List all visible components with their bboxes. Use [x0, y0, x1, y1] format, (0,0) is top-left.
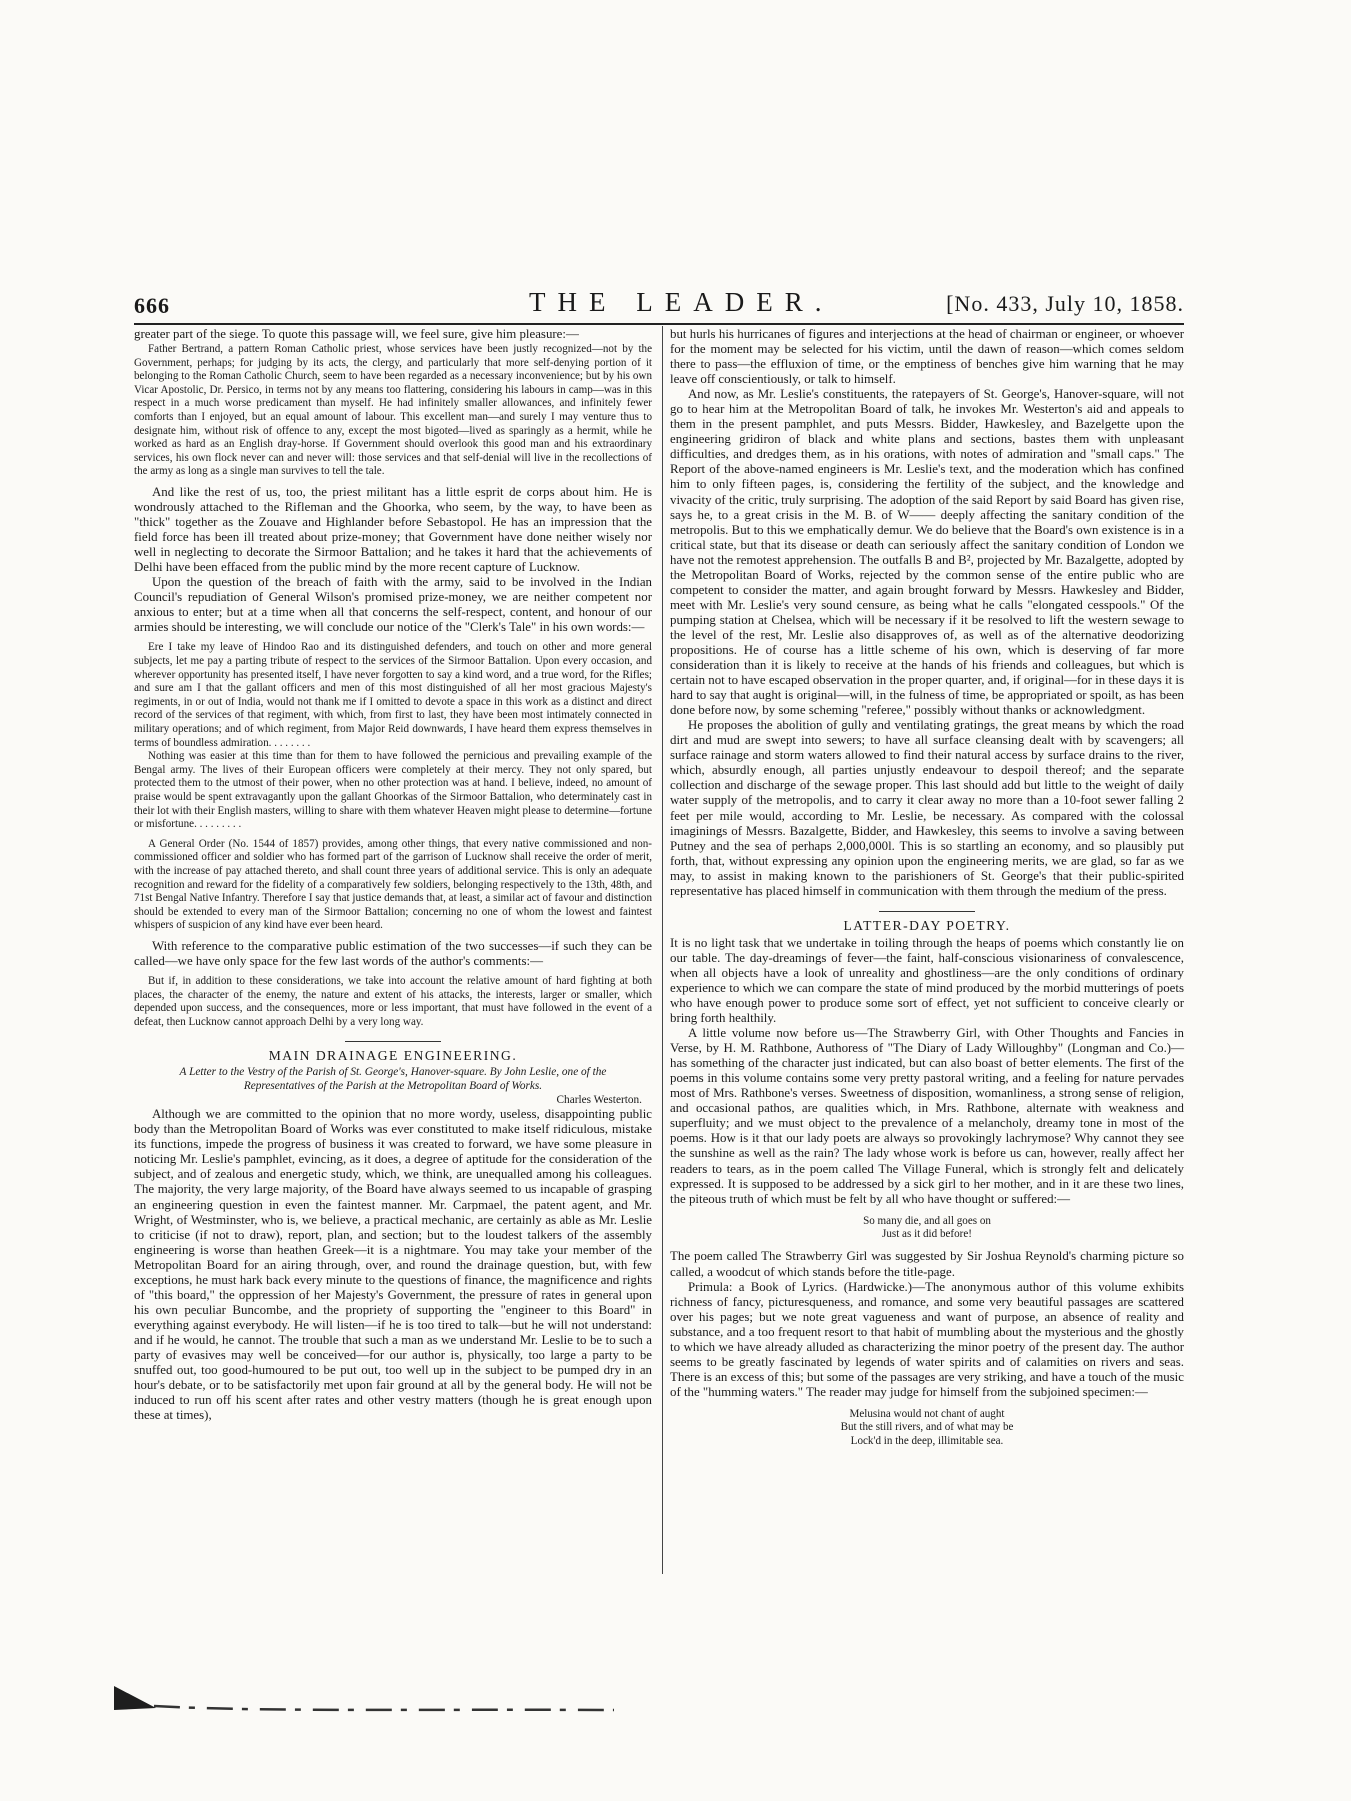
section-rule	[879, 911, 975, 912]
page-header	[134, 287, 1184, 323]
paragraph: Although we are committed to the opinion that no more wordy, useless, disappointing public body than the Metropolitan Board of Works was ever constituted to make itself ridiculous, mistake its functions, impede the progress of business it was created to forward, we have some pleasure in noticing Mr. Leslie's pamphlet, evincing, as it does, a degree of aptitude for the consideration of the subject, and of zealous and energetic study, which, we think, are unequalled among his colleagues. The majority, the very large majority, of the Board have always seemed to us incapable of grasping an engineering question in even the faintest manner. Mr. Carpmael, the patent agent, and Mr. Wright, of Westminster, who is, we believe, a practical mechanic, are certainly as able as Mr. Leslie to criticise (if not to draw), report, plan, and section; but to the loudest talkers of the assembly engineering is worse than heathen Greek—it is a nightmare. You may take your member of the Metropolitan Board for an airing through, over, and round the drainage question, but, with few exceptions, he must hark back every minute to the questions of finance, the magnificence and rights of "this board," the oppression of her Majesty's Government, the pressure of rates in general upon his own peculiar Buncombe, and the propriety of supporting the "engineer to this Board" in everything against everybody. He will listen—if he is too tired to talk—but he will not understand: and if he would, he cannot. The trouble that such a man as we understand Mr. Leslie to be to such a party of evasives may well be conceived—for our author is, physically, too large a party to be snuffed out, too good-humoured to be put out, too well up in the subject to be pumped dry in an hour's debate, or to be satisfactorily met upon fair ground at all by the general body. He will not be induced to run off his scent after rates and other vestry matters (though he is great enough upon these at times),	[134, 1107, 652, 1423]
section-title: LATTER-DAY POETRY.	[843, 917, 1011, 933]
paragraph: He proposes the abolition of gully and ventilating gratings, the great means by which the road dirt and mud are swept into sewers; to have all surface cleansing dealt with by scavengers; all surface rainage and storm waters allowed to find their natural access by surface drains to the river, which, absurdly enough, all parties unjustly endeavour to despoil thereof; and the separate collection and discharge of the sewage proper. This last should add but little to the weight of daily water supply of the metropolis, and to carry it clear away no more than a 10-foot sewer falling 2 feet per mile would, according to Mr. Leslie, be necessary. As compared with the colossal imaginings of Messrs. Bazalgette, Bidder, and Hawkesley, this seems to involve a saving between Putney and the sea of perhaps 2,000,000l. This is so startling an economy, and so plausibly put forth, that, without expressing any opinion upon the engineering merits, we are glad, so far as we may, to assist in making known to the parishioners of St. George's that their public-spirited representative has placed himself in communication with them through the medium of the press.	[670, 718, 1184, 898]
paragraph: The poem called The Strawberry Girl was suggested by Sir Joshua Reynold's charming picture so called, a woodcut of which stands before the title-page.	[670, 1249, 1184, 1279]
header-rule	[134, 323, 1184, 325]
paragraph: Upon the question of the breach of faith with the army, said to be involved in the Indian Council's repudiation of General Wilson's promised prize-money, we are neither competent nor anxious to enter; but at a time when all that concerns the self-respect, content, and honour of our armies should be interesting, we will conclude our notice of the "Clerk's Tale" in his own words:—	[134, 575, 652, 635]
verse-quotation	[670, 1215, 1184, 1242]
paragraph: It is no light task that we undertake in toiling through the heaps of poems which constantly lie on our table. The day-dreamings of fever—the faint, half-conscious visionariness of convalescence, when all objects have a look of unreality and ghostliness—are the only conditions of ordinary experience to which we can compare the state of mind produced by the morbid mutterings of poets who have enough power to produce some sort of effect, yet not sufficient to conceive clearly or bring forth healthily.	[670, 935, 1184, 1026]
verse-line: Lock'd in the deep, illimitable sea.	[850, 1434, 1004, 1447]
verse-line: So many die, and all goes on	[863, 1214, 991, 1227]
verse-line: Just as it did before!	[882, 1228, 972, 1241]
verse-line: But the still rivers, and of what may be	[840, 1421, 1014, 1434]
quotation: Father Bertrand, a pattern Roman Catholic priest, whose services have been justly recognized—not by the Government, perhaps; for judging by its acts, the clergy, and particularly that more self-denying portion of it belonging to the Roman Catholic Church, seem to have been regarded as a necessary inconvenience; but by his own Vicar Apostolic, Dr. Persico, in terms not by any means too flattering, considering his labours in camp—was in this respect in a much worse predicament than myself. He had infinitely smaller allowances, and infinitely fewer comforts than I enjoyed, but an equal amount of labour. This excellent man—and surely I may venture thus to designate him, without risk of offence to any, except the most bigoted—lived as sparingly as a hermit, while he worked as hard as an English dray-horse. If Government should overlook this good man and his extraordinary services, his own flock never can and never will: those services and that self-denial will live in the recollections of the army as long as a single man survives to tell the tale.	[134, 343, 652, 478]
verse-line: Melusina would not chant of aught	[849, 1407, 1005, 1420]
paragraph: but hurls his hurricanes of figures and interjections at the head of chairman or engineer, or whoever for the moment may be selected for his victim, until the dawn of reason—which comes seldom there to pass—the effluxion of time, or the emptiness of benches give him warning that he may leave off conscientiously, or talk to himself.	[670, 327, 1184, 387]
quotation: Ere I take my leave of Hindoo Rao and its distinguished defenders, and touch on other and more general subjects, let me pay a parting tribute of respect to the services of the Sirmoor Battalion. Upon every occasion, and wherever opportunity has presented itself, I have never forgotten to say a kind word, and a true word, for the Rifles; and sure am I that the gallant officers and men of this most distinguished of all her most gracious Majesty's regiments, in or out of India, would not thank me if I omitted to devote a space in this work as a distinct and direct record of the services of that regiment, with which, from first to last, they have been most intimately connected in military operations; and of which regiment, from Major Reid downwards, I have heard them express themselves in terms of boundless admiration. . . . . . . .	[134, 641, 652, 749]
paragraph: With reference to the comparative public estimation of the two successes—if such they can be called—we have only space for the few last words of the author's comments:—	[134, 938, 652, 968]
quotation: Nothing was easier at this time than for them to have followed the pernicious and prevailing example of the Bengal army. The lives of their European officers were completely at their mercy. They not only spared, but protected them to the utmost of their power, when no other protection was at hand. I believe, indeed, no amount of praise would be spent extravagantly upon the gallant Ghoorkas of the Sirmoor Battalion, who determinately cast in their lot with their English masters, willing to share with them whatever Heaven might please to determine—fortune or misfortune. . . . . . . . .	[134, 750, 652, 831]
scan-smudge	[114, 1686, 674, 1716]
section-byline: A Letter to the Vestry of the Parish of St. George's, Hanover-square. By John Leslie, one of the Representatives of the Parish at the Metropolitan Board of Works.	[179, 1066, 607, 1093]
paragraph: And like the rest of us, too, the priest militant has a little esprit de corps about him. He is wondrously attached to the Rifleman and the Ghoorka, who seem, by the way, to have been as "thick" together as the Zouave and Highlander before Sebastopol. He has an impression that the field force has been ill treated about prize-money; that Government have done neither wisely nor well in neglecting to decorate the Sirmoor Battalion; and he takes it hard that the achievements of Delhi have been effaced from the public mind by the more recent capture of Lucknow.	[134, 484, 652, 575]
paragraph: greater part of the siege. To quote this passage will, we feel sure, give him pleasure:—	[134, 327, 579, 341]
quotation: A General Order (No. 1544 of 1857) provides, among other things, that every native commissioned and non-commissioned officer and soldier who has formed part of the garrison of Lucknow shall receive the order of merit, with the increase of pay attached thereto, and shall count three years of additional service. This is only an adequate recognition and reward for the fidelity of a comparatively few soldiers, belonging respectively to the 13th, 48th, and 71st Bengal Native Infantry. Therefore I say that justice demands that, at least, a similar act of favour and distinction should be extended to every man of the Sirmoor Battalion; concerning no one of whom the lowest and faintest whispers of suspicion of any kind have ever been heard.	[134, 837, 652, 932]
paragraph: And now, as Mr. Leslie's constituents, the ratepayers of St. George's, Hanover-square, will not go to hear him at the Metropolitan Board of talk, he invokes Mr. Westerton's aid and appeals to them in the present pamphlet, and puts Messrs. Bidder, Hawkesley, and Bazelgette upon the engineering gridiron of black and white plans and sections, bastes them with unpleasant difficulties, and dredges them, as in his orations, with notes of admiration and "small caps." The Report of the above-named engineers is Mr. Leslie's text, and the moderation which has confined him to only fifteen pages, is, considering the fertility of the subject, and the knowledge and vivacity of the critic, truly surprising. The adoption of the said Report by said Board has given rise, says he, to a great crisis in the M. B. of W—— deeply affecting the sanitary condition of the metropolis. But to this we emphatically demur. We do believe that the Board's own existence is in a critical state, but that its disease or death can seriously affect the sanitary condition of London we have not the remotest apprehension. The outfalls B and B², projected by Mr. Bazalgette, adopted by the Metropolitan Board of Works, rejected by the common sense of the entire public who are competent to consider the matter, and again brought forward by Messrs. Hawkesley and Bidder, meet with Mr. Leslie's very sound censure, as being what he calls "elongated cesspools." Of the pumping station at Chelsea, which will be necessary if it be resolved to lift the western sewage to the level of the rest, Mr. Leslie also disapproves of, as well as of the alternative deodorizing propositions. He of course has a little scheme of his own, which is deserving of far more consideration than it is likely to receive at the hands of his friends and colleagues, but which is certain not to have escaped observation in the proper quarter, and, if original—for in these days it is hard to say that aught is original—will, in the fulness of time, be appropriated or spoilt, as has been done before now, by some scheming "referee," possibly without thanks or acknowledgment.	[670, 387, 1184, 718]
masthead-title: THE LEADER.	[529, 287, 834, 317]
page-number: 666	[134, 293, 170, 318]
byline-signature: Charles Westerton.	[556, 1093, 642, 1106]
paragraph: A little volume now before us—The Strawberry Girl, with Other Thoughts and Fancies in Verse, by H. M. Rathbone, Authoress of "The Diary of Lady Willoughby" (Longman and Co.)—has something of the character just indicated, but can also boast of better elements. The first of the poems in this volume contains some very pretty pastoral writing, and a feeling for nature pervades most of Mrs. Rathbone's verses. Sweetness of disposition, womanliness, a strong sense of religion, and occasional pathos, are qualities which, in Mrs. Rathbone, alternate with weakness and superfluity; and we must object to the prevalence of a melancholy, dreamy tone in most of the poems. How is it that our lady poets are always so provokingly lachrymose? Why cannot they see the sunshine as well as the rain? The lady whose work is before us can, however, really affect her readers to tears, as in the poem called The Village Funeral, which is strongly felt and delicately expressed. It is supposed to be addressed by a sick girl to her mother, and in it are these two lines, the piteous truth of which must be felt by all who have thought or suffered:—	[670, 1026, 1184, 1206]
right-column	[670, 327, 1184, 1456]
section-title: MAIN DRAINAGE ENGINEERING.	[268, 1048, 518, 1064]
quotation: But if, in addition to these considerations, we take into account the relative amount of hard fighting at both places, the character of the enemy, the nature and extent of his attacks, the interests, larger or smaller, which depended upon success, and the consequences, more or less important, that must have followed in the event of a defeat, then Lucknow cannot approach Delhi by a very long way.	[134, 975, 652, 1028]
issue-date: [No. 433, July 10, 1858.	[946, 291, 1184, 316]
column-divider	[662, 326, 663, 1574]
verse-quotation	[670, 1408, 1184, 1448]
left-column	[134, 327, 652, 1423]
paragraph: Primula: a Book of Lyrics. (Hardwicke.)—The anonymous author of this volume exhibits richness of fancy, picturesqueness, and romance, and some very beautiful passages are scattered over his pages; but we note great vagueness and want of purpose, an absence of reality and substance, and a too frequent resort to that habit of mumbling about the mysterious and the ghostly to which we have already alluded as characterizing the minor poetry of the present day. The author seems to be greatly fascinated by legends of water spirits and of calamities on rivers and seas. There is an excess of this; but some of the passages are very striking, and have a touch of the music of the "humming waters." The reader may judge for himself from the subjoined specimen:—	[670, 1279, 1184, 1399]
section-rule	[345, 1041, 441, 1042]
